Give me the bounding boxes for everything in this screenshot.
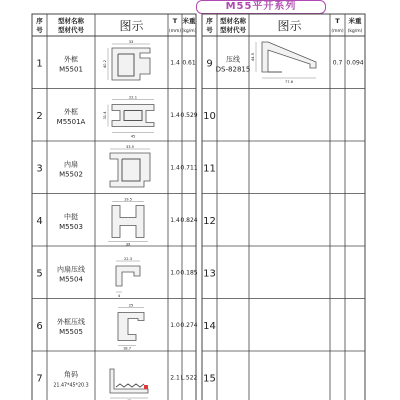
dim-r6-bot-label: 18.7 (122, 346, 132, 351)
left-row-no: 7 (36, 373, 43, 385)
profile-r7-marker (144, 385, 148, 389)
dim-r9-h-label: 44.5 (251, 52, 255, 62)
left-row-name: 外框 (64, 55, 78, 64)
left-row-w: 0.274 (180, 321, 198, 329)
dim-r5-bot-label: 4 (117, 294, 121, 298)
right-row-code: DS-82815 (215, 65, 251, 74)
left-head-no: 号 (36, 26, 43, 34)
left-head-w-unit: (kg/m) (181, 29, 197, 34)
left-head-no: 序 (36, 17, 43, 25)
left-row-code: M5505 (59, 327, 83, 336)
left-row-no: 3 (36, 163, 43, 175)
left-row-t: 1.4 (170, 59, 180, 67)
profile-r6 (118, 313, 144, 341)
left-row-t: 2.1 (170, 374, 180, 382)
dim-r3-top-label: 33.5 (125, 145, 135, 149)
series-title-banner: M55平开系列 (196, 0, 326, 14)
left-row-w: L.522 (180, 374, 198, 382)
left-row-code: M5503 (59, 222, 83, 231)
profile-r7-teeth (116, 384, 144, 387)
left-row-no: 4 (36, 215, 43, 227)
left-row-name: 角码 (64, 370, 78, 379)
left-row-code: M5502 (59, 170, 83, 179)
right-row-no: 10 (203, 110, 216, 122)
right-row-no: 13 (203, 268, 216, 280)
dim-r1-top-label: 33 (128, 40, 134, 44)
right-head-name: 型材名称 (220, 17, 246, 25)
right-head-t-unit: (mm) (331, 29, 344, 34)
right-row-w: 0.094 (346, 59, 364, 67)
profile-r2 (112, 105, 154, 127)
right-head-no: 号 (206, 26, 213, 34)
left-row-name: 外框压线 (57, 317, 85, 326)
left-head-name: 型材名称 (58, 17, 84, 25)
left-row-t: 1.4 (170, 111, 180, 119)
profile-r4 (112, 206, 144, 238)
dim-r5-top-label: 22.3 (123, 257, 133, 261)
profile-r9 (262, 42, 316, 72)
left-row-t: 1.0 (170, 269, 180, 277)
right-row-name: 压线 (226, 55, 240, 64)
profile-r5 (116, 266, 140, 286)
left-row-w: 0.185 (180, 269, 198, 277)
profile-r3 (110, 153, 150, 187)
right-head-code: 型材代号 (220, 26, 246, 34)
dim-r2-h-label: 31.4 (103, 111, 107, 120)
dim-r1-h-label: 40.2 (103, 59, 107, 69)
dim-r4-bot-label: 39 (125, 242, 131, 247)
right-row-no: 15 (203, 373, 216, 385)
left-row-code: M5501A (56, 117, 86, 126)
right-row-no: 9 (206, 58, 213, 70)
left-row-no: 1 (36, 58, 43, 70)
left-row-no: 6 (36, 320, 43, 332)
right-row-no: 12 (203, 215, 216, 227)
left-row-no: 2 (36, 110, 43, 122)
left-head-t: T (172, 17, 178, 25)
right-head-w: 米重 (348, 17, 362, 25)
left-row-name: 内扇 (64, 160, 78, 169)
left-head-w: 米重 (182, 17, 196, 25)
left-row-w: 0.61 (182, 59, 196, 67)
left-row-name: 中挺 (64, 212, 78, 221)
left-row-code: 21.47*45*20.3 (53, 383, 89, 389)
left-row-code: M5504 (59, 275, 83, 284)
right-head-diagram: 图示 (277, 19, 302, 33)
right-head-w-unit: (kg/m) (347, 29, 363, 34)
left-row-t: 1.4 (170, 216, 180, 224)
right-head-no: 序 (206, 17, 213, 25)
left-row-code: M5501 (59, 65, 83, 74)
table-texts (36, 16, 364, 388)
left-row-t: 1.0 (170, 321, 180, 329)
right-row-no: 11 (203, 163, 216, 175)
dim-r2-bot-label: 45 (130, 134, 136, 139)
dim-r9-bot-label: 77.6 (284, 80, 294, 84)
left-row-name: 外框 (64, 107, 78, 116)
left-row-w: 0.529 (180, 111, 198, 119)
left-row-t: 1.4 (170, 164, 180, 172)
left-head-t-unit: (mm) (168, 29, 182, 34)
right-row-t: 0.7 (332, 59, 343, 67)
dim-r4-top-label: 19.5 (123, 197, 133, 202)
profile-r7 (110, 369, 148, 393)
dim-r6-top-label: 25 (128, 303, 134, 308)
left-head-code: 型材代号 (58, 26, 84, 34)
left-row-no: 5 (36, 268, 43, 280)
right-row-no: 14 (203, 320, 216, 332)
dim-r2-top-label: 22.1 (128, 95, 138, 100)
left-row-w: 0.711 (180, 164, 198, 172)
left-row-w: 0.824 (180, 216, 198, 224)
left-head-diagram: 图示 (119, 19, 144, 33)
right-head-t: T (335, 17, 340, 25)
left-row-name: 内扇压线 (57, 265, 85, 274)
